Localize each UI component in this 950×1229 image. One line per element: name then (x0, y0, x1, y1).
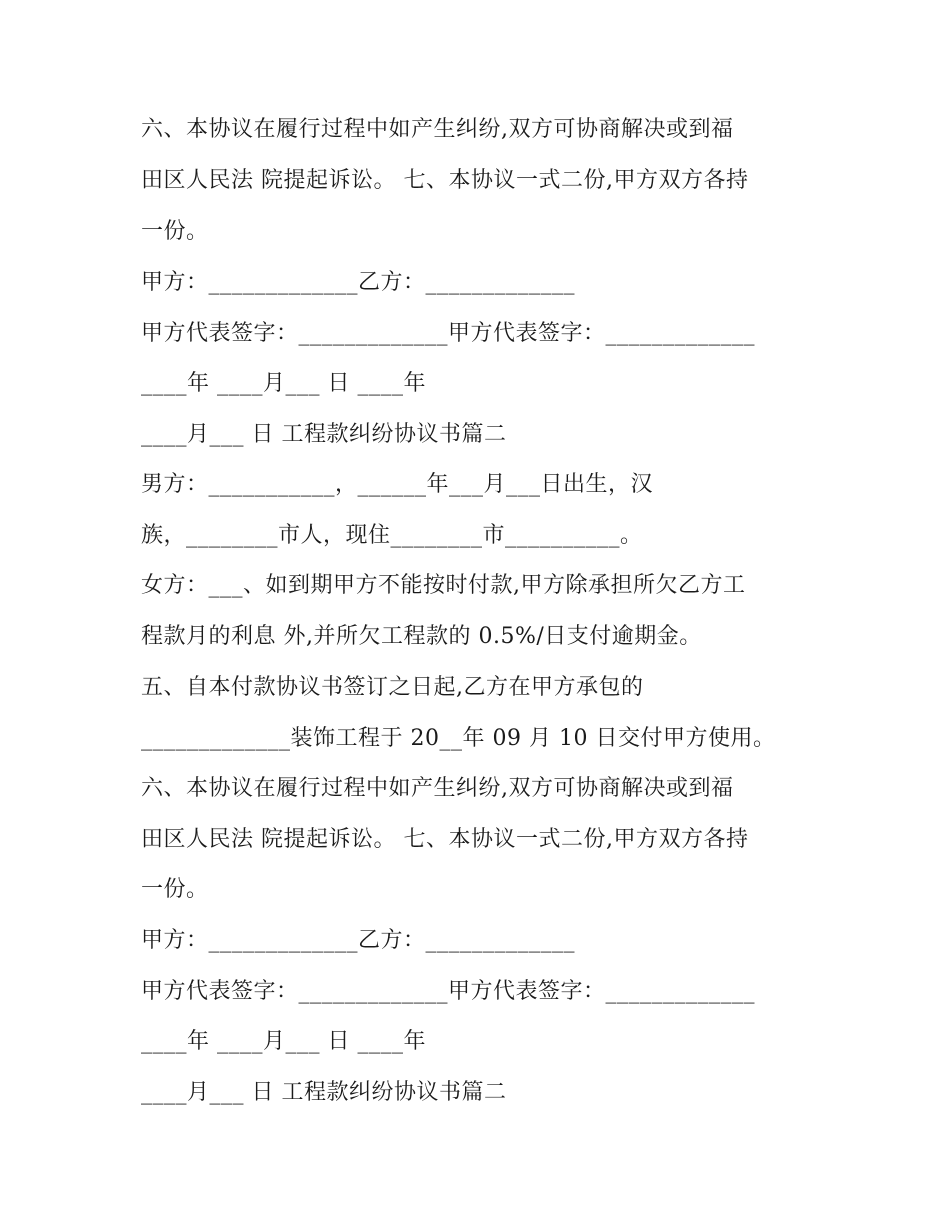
text-line: ____月___ 日 工程款纠纷协议书篇二 (141, 422, 507, 447)
text-line: 程款月的利息 外,并所欠工程款的 0.5%/日支付逾期金。 (141, 624, 702, 649)
text-line: 甲方：_____________乙方：_____________ (141, 928, 576, 953)
text-line: 一份。 (141, 219, 209, 244)
text-line: 甲方代表签字：_____________甲方代表签字：_____________ (141, 979, 756, 1004)
text-line: 甲方代表签字：_____________甲方代表签字：_____________ (141, 321, 756, 346)
text-line: ____年 ____月___ 日 ____年 (141, 1029, 426, 1054)
text-line: 六、本协议在履行过程中如产生纠纷,双方可协商解决或到福 (141, 117, 734, 142)
text-line: ____月___ 日 工程款纠纷协议书篇二 (141, 1080, 507, 1105)
text-line: 女方：___、如到期甲方不能按时付款,甲方除承担所欠乙方工 (141, 573, 746, 598)
text-line: 田区人民法 院提起诉讼。 七、本协议一式二份,甲方双方各持 (141, 168, 749, 193)
text-line: 男方：___________，______年___月___日出生，汉 (141, 472, 654, 497)
text-line: 族，________市人，现住________市__________。 (141, 523, 643, 548)
text-line: _____________装饰工程于 20__年 09 月 10 日交付甲方使用。 (141, 726, 776, 751)
text-line: 六、本协议在履行过程中如产生纠纷,双方可协商解决或到福 (141, 776, 734, 801)
text-line: 五、自本付款协议书签订之日起,乙方在甲方承包的 (141, 675, 644, 700)
text-line: 一份。 (141, 877, 209, 902)
text-line: 田区人民法 院提起诉讼。 七、本协议一式二份,甲方双方各持 (141, 827, 749, 852)
text-line: ____年 ____月___ 日 ____年 (141, 371, 426, 396)
text-line: 甲方：_____________乙方：_____________ (141, 270, 576, 295)
